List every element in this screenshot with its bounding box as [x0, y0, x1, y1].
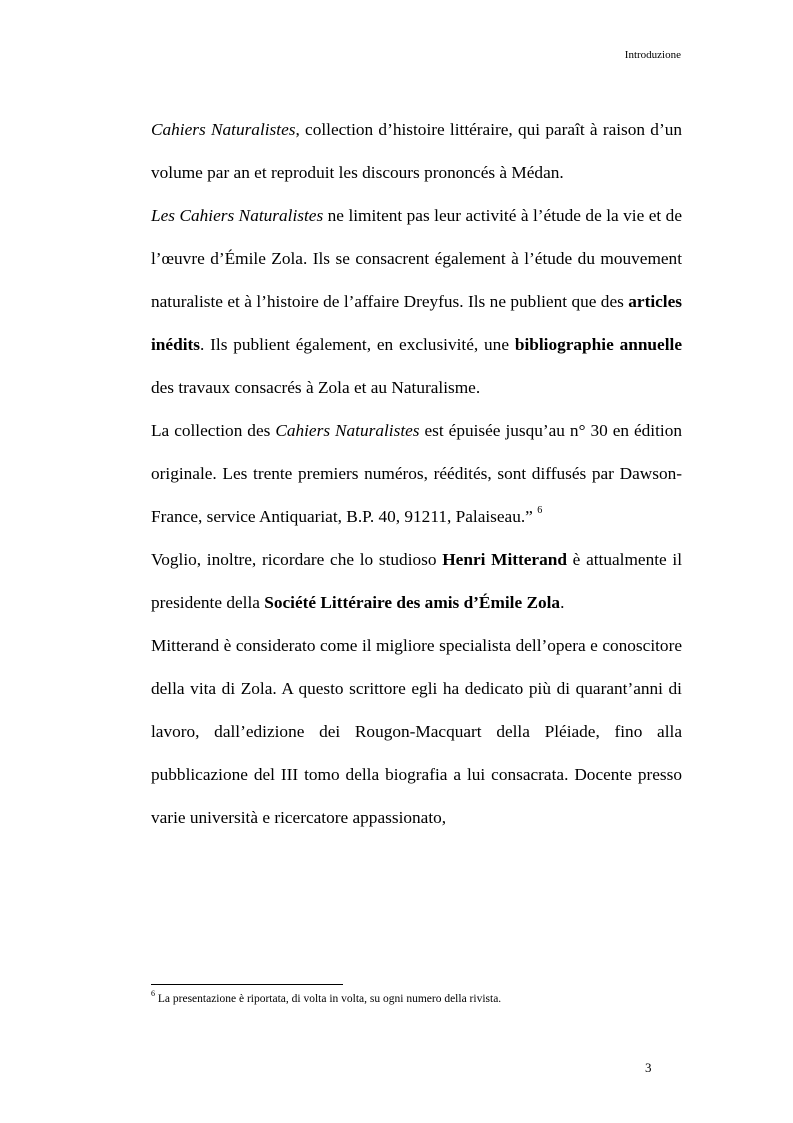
text-run: . Ils publient également, en exclusivité, une: [199, 335, 515, 354]
paragraph-2: [151, 194, 682, 409]
bold-society-name: Société Littéraire des amis d’Émile Zola: [264, 593, 561, 612]
text-run: , collection d’histoire littéraire, qui paraît à raison d’un volume par an et reproduit les discours prononcés à Médan.: [151, 120, 682, 182]
text-run: Mitterand è considerato come il migliore specialista dell’opera e conoscitore della vita di Zola. A questo scrittore egli ha dedicato più di quarant’anni di lavoro, dall’edizione dei Rougon-Macquart della Pléiade, fino alla pubblicazione del III tomo della biografia a lui consacrata. Docente presso varie università e ricercatore appassionato,: [151, 636, 682, 827]
text-run: est épuisée jusqu’au n° 30 en édition originale. Les trente premiers numéros, réédités, sont diffusés par Dawson-France, service Antiquariat, B.P. 40, 91211, Palaiseau.”: [151, 421, 682, 526]
text-run: des travaux consacrés à Zola et au Naturalisme.: [151, 378, 481, 397]
text-run: Voglio, inoltre, ricordare che lo studioso: [151, 550, 443, 569]
text-run: è attualmente il presidente della: [151, 550, 682, 612]
paragraph-4: [151, 538, 682, 624]
paragraph-3: [151, 409, 682, 538]
text-run: ne limitent pas leur activité à l’étude de la vie et de l’œuvre d’Émile Zola. Ils se consacrent également à l’étude du mouvement naturaliste et à l’histoire de l’affaire Dreyfus. Ils ne publient que des: [151, 206, 682, 311]
page-number: 3: [645, 1060, 652, 1075]
bold-term: articles inédits: [151, 292, 682, 354]
journal-title: Cahiers Naturalistes: [151, 120, 296, 139]
footnote-text: La presentazione è riportata, di volta in volta, su ogni numero della rivista.: [155, 993, 502, 1005]
text-run: La collection des: [151, 421, 276, 440]
bold-name: Henri Mitterand: [442, 550, 567, 569]
journal-title: Cahiers Naturalistes: [275, 421, 420, 440]
footnote-number: 6: [151, 989, 155, 999]
text-run: .: [560, 593, 565, 612]
paragraph-1: [151, 108, 682, 194]
footnote: [151, 989, 682, 1007]
running-header: Introduzione: [624, 49, 681, 61]
body-text: [151, 108, 682, 839]
journal-title: Les Cahiers Naturalistes: [151, 206, 324, 225]
paragraph-5: [151, 624, 682, 839]
bold-term: bibliographie annuelle: [514, 335, 682, 354]
footnote-divider: [151, 984, 343, 985]
footnote-reference[interactable]: 6: [537, 505, 543, 517]
